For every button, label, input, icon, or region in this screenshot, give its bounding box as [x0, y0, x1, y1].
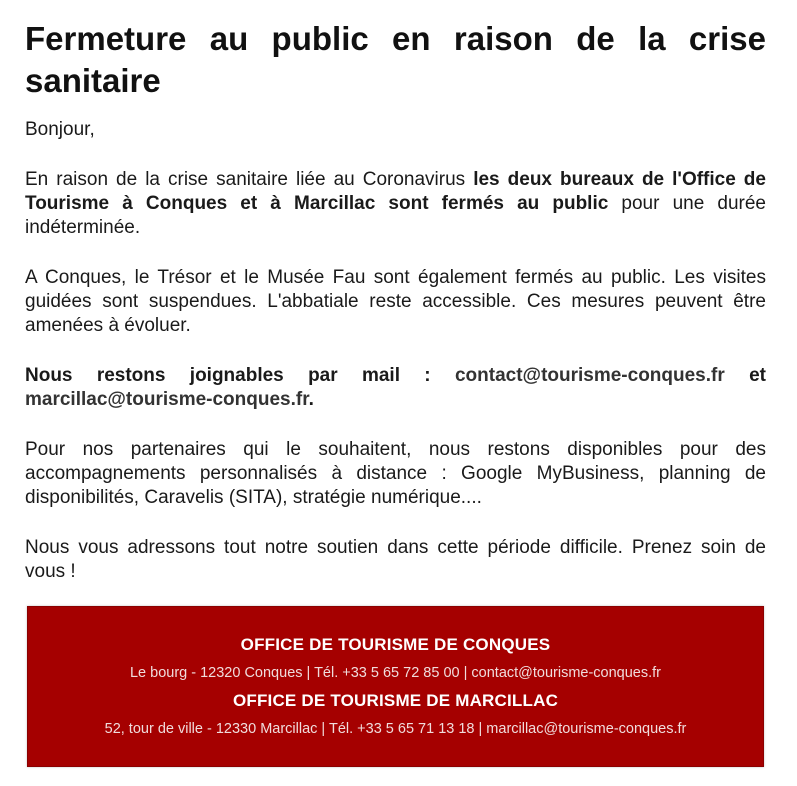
marcillac-office-title: OFFICE DE TOURISME DE MARCILLAC	[232, 691, 559, 710]
marcillac-office-info: 52, tour de ville - 12330 Marcillac | Tél. +33 5 65 71 13 18 | marcillac@tourisme-conques.fr	[104, 721, 687, 737]
contact-footer-banner	[27, 606, 764, 767]
closure-duration-text: pour une durée indéterminée.	[25, 193, 766, 238]
partners-paragraph: Pour nos partenaires qui le souhaitent, nous restons disponibles pour des accompagnements personnalisés à distance : Google MyBusiness, planning de disponibilités, Caravelis (SITA), stratégie numérique....	[25, 439, 766, 508]
closure-intro-text: En raison de la crise sanitaire liée au Coronavirus	[25, 169, 474, 190]
closure-paragraph	[25, 168, 766, 240]
closure-highlight-text: les deux bureaux de l'Office de Tourisme à Conques et à Marcillac sont fermés au public	[25, 169, 766, 214]
greeting: Bonjour,	[25, 119, 95, 140]
marcillac-email-link[interactable]: marcillac@tourisme-conques.fr	[25, 389, 309, 410]
contact-paragraph	[25, 364, 766, 412]
contact-connector: et	[724, 365, 766, 386]
contact-label: Nous restons joignables par mail :	[25, 365, 455, 386]
contact-end: .	[308, 389, 314, 410]
conques-office-info: Le bourg - 12320 Conques | Tél. +33 5 65 72 85 00 | contact@tourisme-conques.fr	[129, 665, 662, 681]
conques-sites-paragraph: A Conques, le Trésor et le Musée Fau sont également fermés au public. Les visites guidées sont suspendues. L'abbatiale reste accessible. Ces mesures peuvent être amenées à évoluer.	[25, 267, 766, 336]
support-paragraph: Nous vous adressons tout notre soutien dans cette période difficile. Prenez soin de vous !	[25, 537, 766, 582]
contact-email-link[interactable]: contact@tourisme-conques.fr	[454, 365, 725, 386]
article	[25, 18, 766, 584]
conques-office-title: OFFICE DE TOURISME DE CONQUES	[240, 635, 551, 654]
page-title: Fermeture au public en raison de la crise sanitaire	[25, 20, 766, 99]
